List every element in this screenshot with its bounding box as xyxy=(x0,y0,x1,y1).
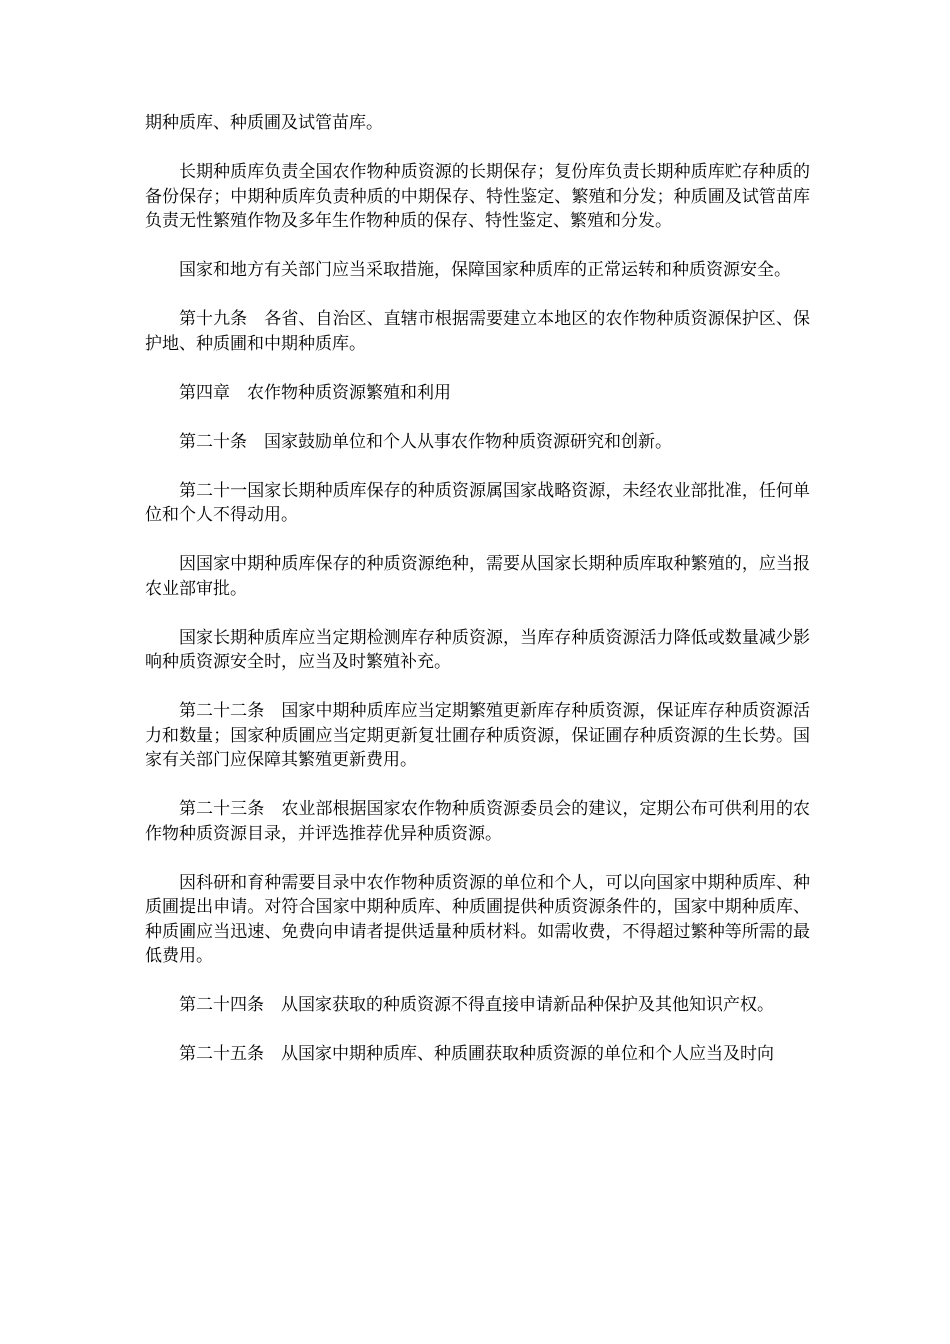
paragraph-article-19: 第十九条 各省、自治区、直辖市根据需要建立本地区的农作物种质资源保护区、保护地、种质圃和中期种质库。 xyxy=(145,309,810,354)
paragraph-article-22: 第二十二条 国家中期种质库应当定期繁殖更新库存种质资源，保证库存种质资源活力和数量；国家种质圃应当定期更新复壮圃存种质资源，保证圃存种质资源的生长势。国家有关部门应保障其繁殖更新费用。 xyxy=(145,701,810,770)
paragraph-continuation: 期种质库、种质圃及试管苗库。 xyxy=(145,113,383,133)
paragraph-safeguard: 国家和地方有关部门应当采取措施，保障国家种质库的正常运转和种质资源安全。 xyxy=(179,260,791,280)
paragraph-extinction: 因国家中期种质库保存的种质资源绝种，需要从国家长期种质库取种繁殖的，应当报农业部审批。 xyxy=(145,554,810,599)
paragraph-inspection: 国家长期种质库应当定期检测库存种质资源，当库存种质资源活力降低或数量减少影响种质资源安全时，应当及时繁殖补充。 xyxy=(145,627,810,672)
chapter-heading: 第四章 农作物种质资源繁殖和利用 xyxy=(179,382,451,403)
document-body xyxy=(145,111,810,1091)
paragraph-article-20: 第二十条 国家鼓励单位和个人从事农作物种质资源研究和创新。 xyxy=(179,431,672,452)
paragraph-storage-duties: 长期种质库负责全国农作物种质资源的长期保存；复份库负责长期种质库贮存种质的备份保存；中期种质库负责种质的中期保存、特性鉴定、繁殖和分发；种质圃及试管苗库负责无性繁殖作物及多年生作物种质的保存、特性鉴定、繁殖和分发。 xyxy=(145,162,810,231)
paragraph-application: 因科研和育种需要目录中农作物种质资源的单位和个人，可以向国家中期种质库、种质圃提出申请。对符合国家中期种质库、种质圃提供种质资源条件的，国家中期种质库、种质圃应当迅速、免费向申请者提供适量种质材料。如需收费，不得超过繁种等所需的最低费用。 xyxy=(145,872,810,966)
paragraph-article-23: 第二十三条 农业部根据国家农作物种质资源委员会的建议，定期公布可供利用的农作物种质资源目录，并评选推荐优异种质资源。 xyxy=(145,799,810,844)
paragraph-article-25: 第二十五条 从国家中期种质库、种质圃获取种质资源的单位和个人应当及时向 xyxy=(179,1044,774,1064)
paragraph-article-21: 第二十一国家长期种质库保存的种质资源属国家战略资源，未经农业部批准，任何单位和个人不得动用。 xyxy=(145,480,810,525)
paragraph-article-24: 第二十四条 从国家获取的种质资源不得直接申请新品种保护及其他知识产权。 xyxy=(179,995,774,1015)
